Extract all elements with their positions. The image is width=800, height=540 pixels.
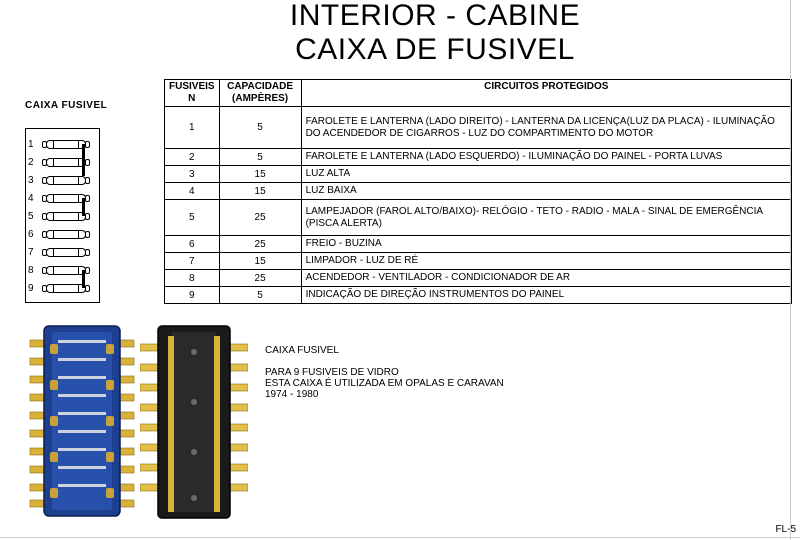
fuse-table bbox=[164, 79, 792, 304]
circuits-cell: FAROLETE E LANTERNA (LADO DIREITO) - LANTERNA DA LICENÇA(LUZ DA PLACA) - ILUMINAÇÃO DO ACENDEDOR DE CIGARROS - LUZ DO COMPARTIMENTO DO MOTOR bbox=[301, 107, 791, 149]
amps-cell: 15 bbox=[219, 183, 301, 200]
fuse-slot-number: 5 bbox=[28, 211, 34, 222]
capacity-header: CAPACIDADE (AMPÈRES) bbox=[219, 80, 301, 107]
glass-fuse-icon bbox=[46, 176, 86, 185]
table-header-row bbox=[165, 80, 792, 107]
table-row bbox=[165, 149, 792, 166]
amps-cell: 15 bbox=[219, 253, 301, 270]
fuse-slot-number: 3 bbox=[28, 175, 34, 186]
fuse-slot-number: 6 bbox=[28, 229, 34, 240]
fuse-slot bbox=[26, 228, 99, 242]
fuse-slot-number: 7 bbox=[28, 247, 34, 258]
table-row bbox=[165, 253, 792, 270]
table-row bbox=[165, 183, 792, 200]
bus-jumper-icon bbox=[82, 144, 85, 176]
fuse-slot bbox=[26, 174, 99, 188]
fuse-number-cell: 1 bbox=[165, 107, 220, 149]
fuse-cap-icon bbox=[85, 213, 90, 220]
fuse-cap-icon bbox=[85, 195, 90, 202]
page-title: INTERIOR - CABINE bbox=[289, 0, 581, 32]
glass-fuse-icon bbox=[46, 158, 86, 167]
fuse-cap-icon bbox=[85, 231, 90, 238]
amps-cell: 5 bbox=[219, 107, 301, 149]
description-line: 1974 - 1980 bbox=[265, 389, 319, 400]
circuits-cell: FREIO - BUZINA bbox=[301, 236, 791, 253]
amps-cell: 25 bbox=[219, 200, 301, 236]
glass-fuse-icon bbox=[46, 212, 86, 221]
fuse-number-cell: 4 bbox=[165, 183, 220, 200]
fuse-cap-icon bbox=[85, 141, 90, 148]
fuse-slot bbox=[26, 192, 99, 206]
diagram-caption: CAIXA FUSIVEL bbox=[25, 100, 108, 111]
glass-fuse-icon bbox=[46, 194, 86, 203]
circuits-header: CIRCUITOS PROTEGIDOS bbox=[301, 80, 791, 107]
table-row bbox=[165, 166, 792, 183]
fuse-box-rear-photo bbox=[140, 322, 248, 522]
bus-jumper-icon bbox=[82, 198, 85, 216]
circuits-cell: LUZ ALTA bbox=[301, 166, 791, 183]
fuse-number-cell: 7 bbox=[165, 253, 220, 270]
description-line: PARA 9 FUSIVEIS DE VIDRO bbox=[265, 367, 399, 378]
glass-fuse-icon bbox=[46, 266, 86, 275]
amps-cell: 25 bbox=[219, 270, 301, 287]
fuse-slot bbox=[26, 264, 99, 278]
fuse-box-diagram bbox=[25, 128, 100, 303]
table-row bbox=[165, 287, 792, 304]
fuse-cap-icon bbox=[85, 177, 90, 184]
fuse-slot bbox=[26, 282, 99, 296]
table-row bbox=[165, 270, 792, 287]
fuse-slot-number: 4 bbox=[28, 193, 34, 204]
fuse-slot-number: 1 bbox=[28, 139, 34, 150]
fuse-number-cell: 2 bbox=[165, 149, 220, 166]
amps-cell: 15 bbox=[219, 166, 301, 183]
fuse-box-description bbox=[265, 345, 504, 400]
table-row bbox=[165, 107, 792, 149]
fuse-slot-number: 9 bbox=[28, 283, 34, 294]
amps-cell: 5 bbox=[219, 287, 301, 304]
bus-jumper-icon bbox=[82, 270, 85, 288]
glass-fuse-icon bbox=[46, 248, 86, 257]
fuse-number-cell: 3 bbox=[165, 166, 220, 183]
fuse-slot bbox=[26, 246, 99, 260]
page-code: FL-5 bbox=[775, 524, 796, 535]
glass-fuse-icon bbox=[46, 140, 86, 149]
fuse-cap-icon bbox=[85, 249, 90, 256]
table-row bbox=[165, 236, 792, 253]
description-line: ESTA CAIXA É UTILIZADA EM OPALAS E CARAVAN bbox=[265, 378, 504, 389]
fuse-number-cell: 5 bbox=[165, 200, 220, 236]
circuits-cell: FAROLETE E LANTERNA (LADO ESQUERDO) - ILUMINAÇÃO DO PAINEL - PORTA LUVAS bbox=[301, 149, 791, 166]
circuits-cell: ACENDEDOR - VENTILADOR - CONDICIONADOR DE AR bbox=[301, 270, 791, 287]
table-row bbox=[165, 200, 792, 236]
page-border-right bbox=[790, 0, 791, 540]
glass-fuse-icon bbox=[46, 230, 86, 239]
page-border-bottom bbox=[0, 537, 800, 538]
fuse-number-cell: 8 bbox=[165, 270, 220, 287]
glass-fuse-icon bbox=[46, 284, 86, 293]
fuse-cap-icon bbox=[85, 159, 90, 166]
fuse-slot bbox=[26, 156, 99, 170]
fuse-slot-number: 2 bbox=[28, 157, 34, 168]
fuse-cap-icon bbox=[85, 285, 90, 292]
amps-cell: 25 bbox=[219, 236, 301, 253]
fuse-number-cell: 6 bbox=[165, 236, 220, 253]
description-title: CAIXA FUSIVEL bbox=[265, 345, 339, 356]
amps-cell: 5 bbox=[219, 149, 301, 166]
fuse-box-front-photo bbox=[28, 322, 136, 522]
page-subtitle: CAIXA DE FUSIVEL bbox=[295, 33, 575, 66]
circuits-cell: LAMPEJADOR (FAROL ALTO/BAIXO)- RELÓGIO - TETO - RADIO - MALA - SINAL DE EMERGÊNCIA (PISCA ALERTA) bbox=[301, 200, 791, 236]
fuse-slot bbox=[26, 138, 99, 152]
fuse-number-header: FUSIVEIS N bbox=[165, 80, 220, 107]
circuits-cell: LIMPADOR - LUZ DE RÉ bbox=[301, 253, 791, 270]
fuse-cap-icon bbox=[85, 267, 90, 274]
fuse-slot-number: 8 bbox=[28, 265, 34, 276]
fuse-number-cell: 9 bbox=[165, 287, 220, 304]
fuse-slot bbox=[26, 210, 99, 224]
circuits-cell: INDICAÇÃO DE DIREÇÃO INSTRUMENTOS DO PAINEL bbox=[301, 287, 791, 304]
circuits-cell: LUZ BAIXA bbox=[301, 183, 791, 200]
